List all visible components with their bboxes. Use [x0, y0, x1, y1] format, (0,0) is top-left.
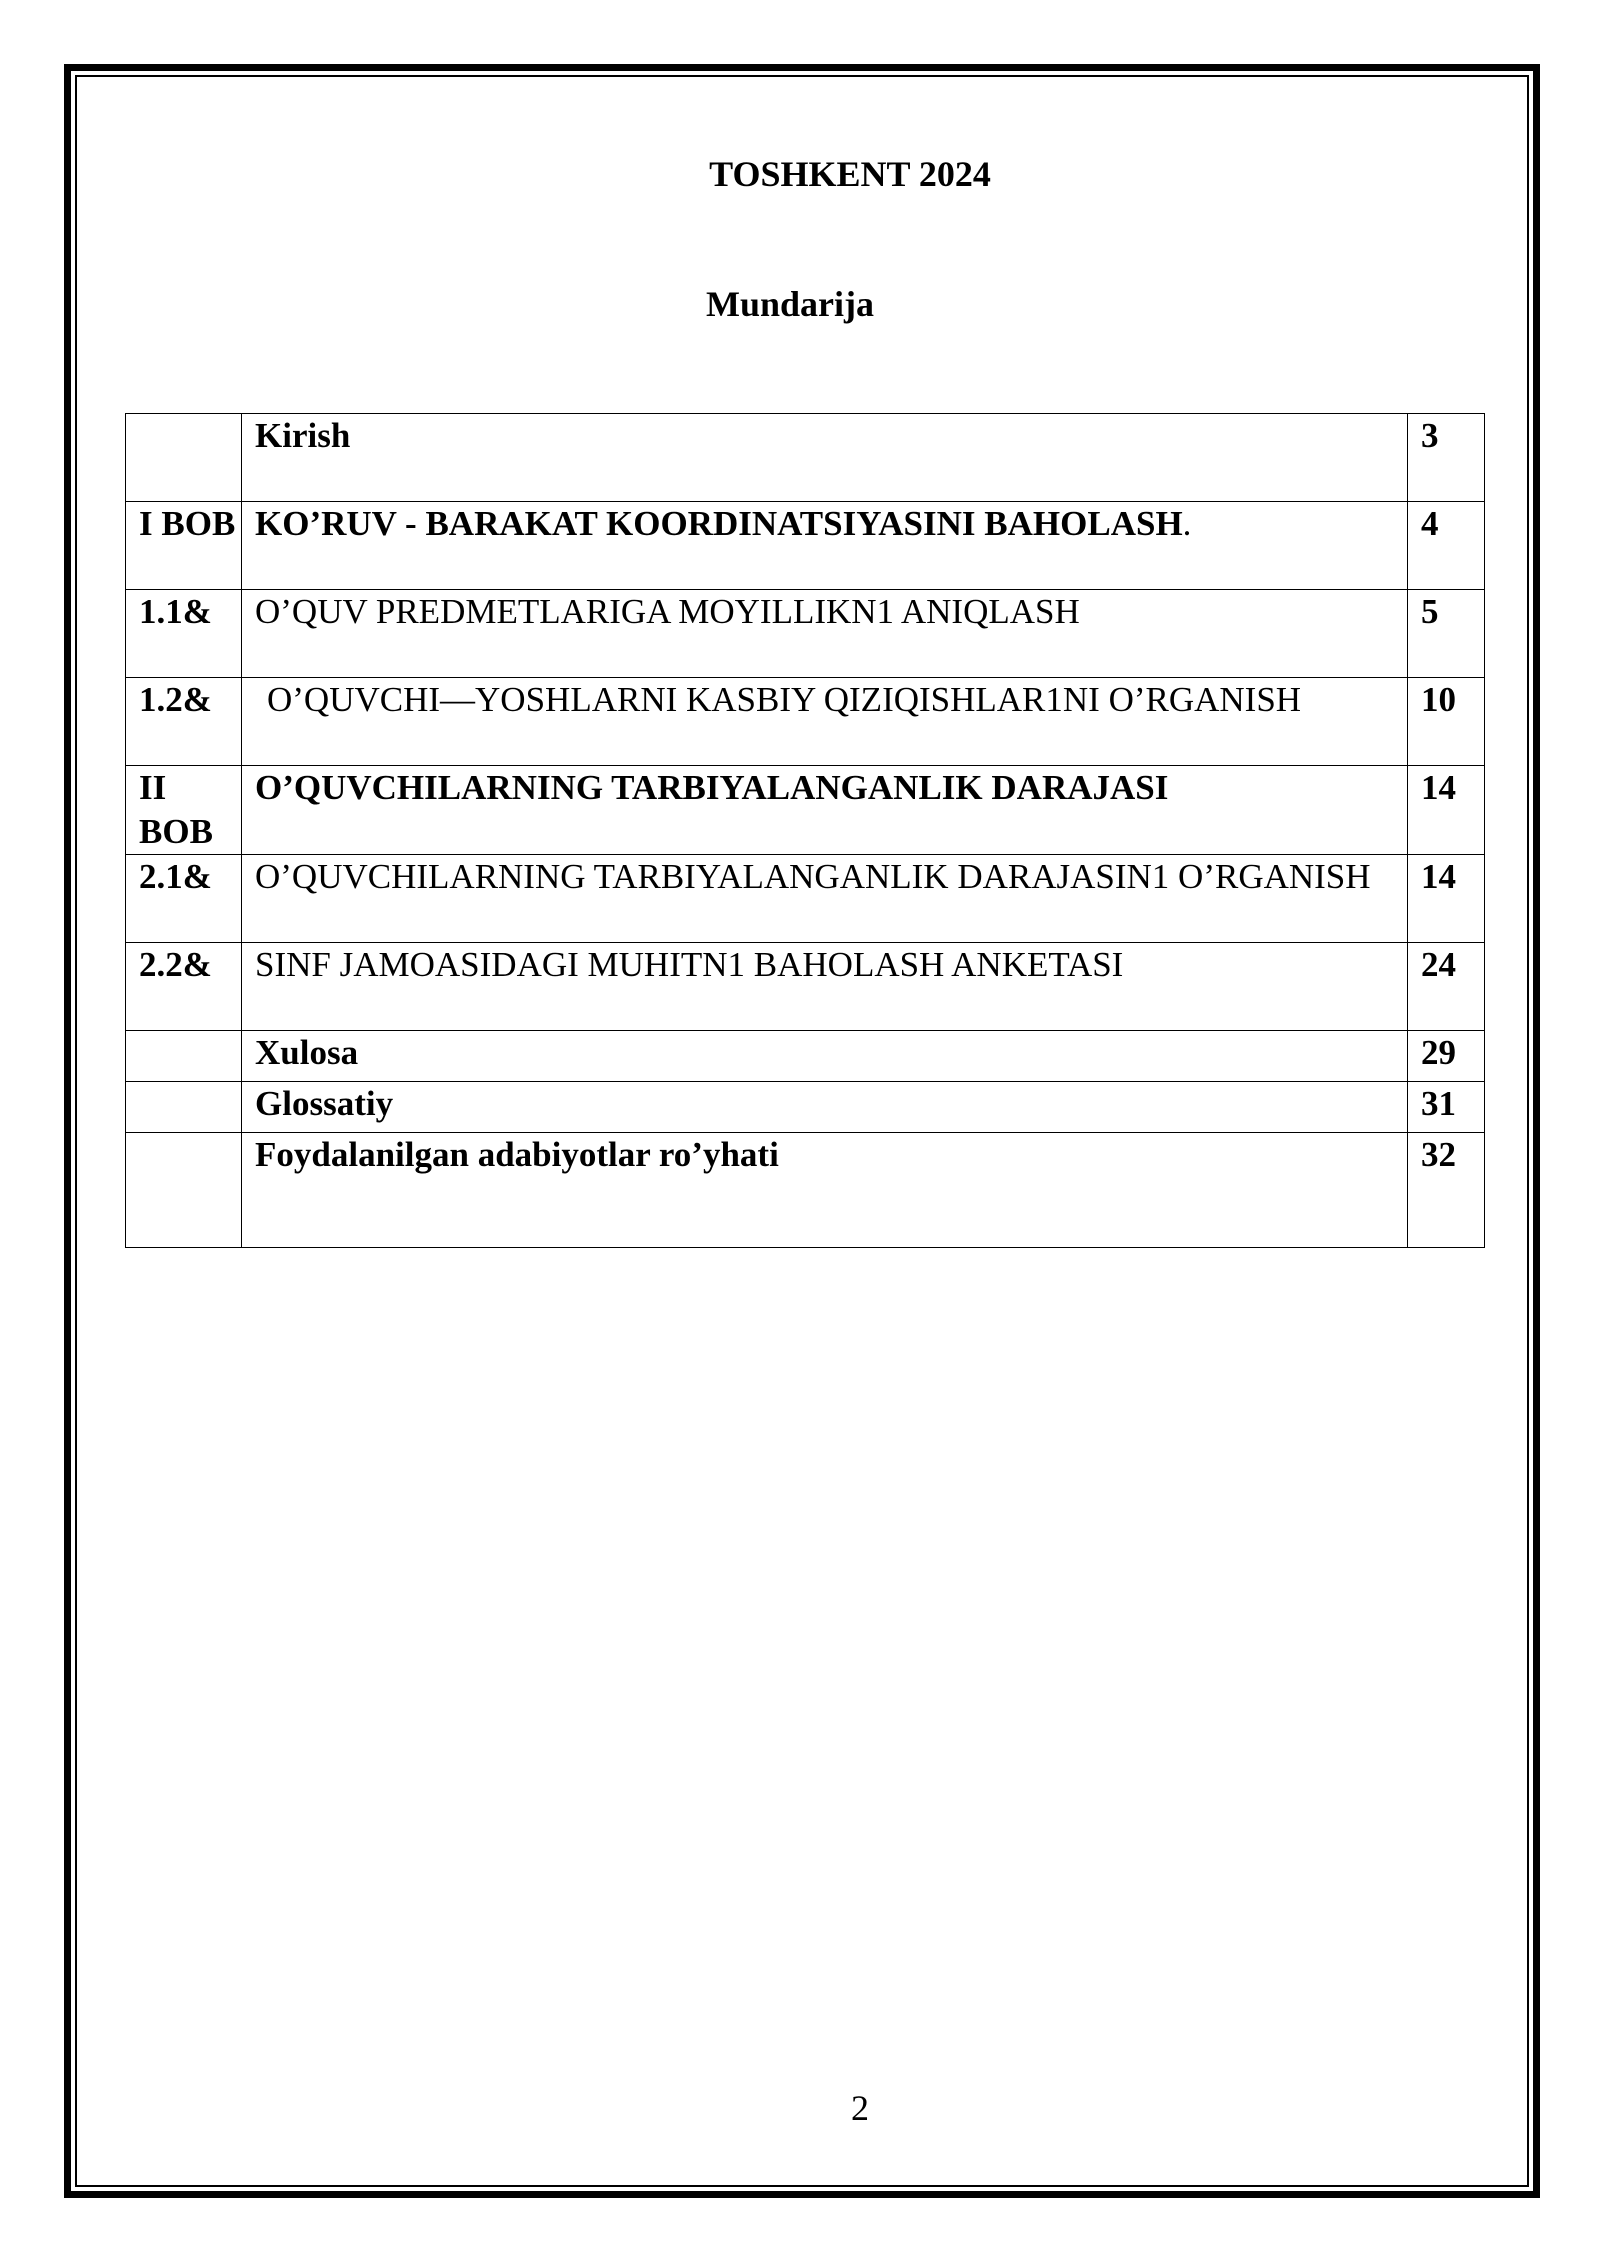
toc-row-conclusion [126, 1031, 1485, 1082]
table-of-contents [125, 413, 1485, 1248]
toc-row-title: Xulosa [242, 1031, 1408, 1082]
toc-row-title: SINF JAMOASIDAGI MUHITN1 BAHOLASH ANKETASI [242, 943, 1408, 1031]
toc-row-chapter-2 [126, 766, 1485, 855]
toc-row-page: 32 [1408, 1133, 1485, 1248]
toc-row-title: O’QUVCHI—YOSHLARNI KASBIY QIZIQISHLAR1NI O’RGANISH [242, 678, 1408, 766]
toc-row-number: 2.2& [126, 943, 242, 1031]
toc-row-title-wrapper [242, 502, 1408, 590]
toc-row-page: 10 [1408, 678, 1485, 766]
toc-row-page: 14 [1408, 855, 1485, 943]
toc-row-number: 1.2& [126, 678, 242, 766]
toc-row-number: I BOB [126, 502, 242, 590]
toc-row-section-1-1 [126, 590, 1485, 678]
toc-row-title: Foydalanilgan adabiyotlar ro’yhati [242, 1133, 1408, 1248]
toc-row-page: 4 [1408, 502, 1485, 590]
toc-row-section-2-2 [126, 943, 1485, 1031]
toc-title: Mundarija [705, 284, 874, 324]
toc-row-number [126, 414, 242, 502]
toc-row-section-1-2 [126, 678, 1485, 766]
toc-row-title: Kirish [242, 414, 1408, 502]
toc-row-title: O’QUVCHILARNING TARBIYALANGANLIK DARAJASI [242, 766, 1408, 855]
toc-row-number: 2.1& [126, 855, 242, 943]
toc-row-chapter-1 [126, 502, 1485, 590]
toc-row-number [126, 1031, 242, 1082]
toc-row-page: 29 [1408, 1031, 1485, 1082]
toc-row-page: 5 [1408, 590, 1485, 678]
toc-row-section-2-1 [126, 855, 1485, 943]
toc-row-title: O’QUVCHILARNING TARBIYALANGANLIK DARAJASIN1 O’RGANISH [242, 855, 1408, 943]
toc-row-title-suffix: . [1182, 504, 1192, 543]
city-year-heading: TOSHKENT 2024 [709, 154, 991, 194]
page-number: 2 [851, 2088, 869, 2128]
toc-row-page: 31 [1408, 1082, 1485, 1133]
toc-row-number: 1.1& [126, 590, 242, 678]
toc-row-page: 14 [1408, 766, 1485, 855]
toc-row-references [126, 1133, 1485, 1248]
toc-row-intro [126, 414, 1485, 502]
toc-row-page: 24 [1408, 943, 1485, 1031]
toc-row-title: O’QUV PREDMETLARIGA MOYILLIKN1 ANIQLASH [242, 590, 1408, 678]
toc-row-page: 3 [1408, 414, 1485, 502]
toc-row-number: II BOB [126, 766, 242, 855]
toc-row-number [126, 1082, 242, 1133]
toc-row-title: KO’RUV - BARAKAT KOORDINATSIYASINI BAHOLASH [255, 504, 1183, 543]
toc-row-number [126, 1133, 242, 1248]
toc-row-glossary [126, 1082, 1485, 1133]
toc-row-title: Glossatiy [242, 1082, 1408, 1133]
